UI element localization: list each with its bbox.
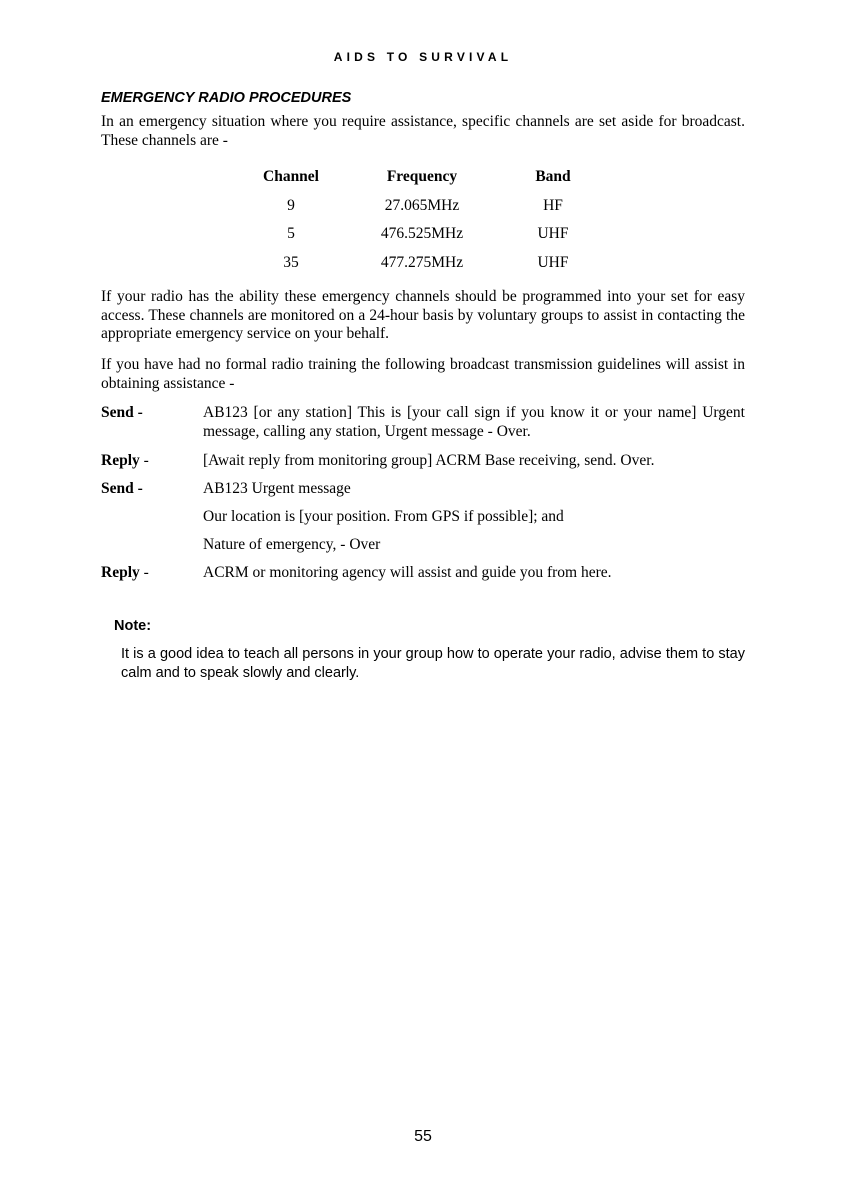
step-label-dash: -: [139, 452, 149, 469]
channel-cell: 5: [287, 225, 295, 243]
note-label: Note:: [114, 618, 152, 634]
table-header-row: [248, 163, 596, 192]
step-text: Our location is [your position. From GPS if possible]; and: [203, 508, 564, 525]
step-label-word: Reply: [101, 452, 140, 469]
step-label: [101, 563, 201, 582]
page-number: 55: [414, 1128, 432, 1145]
step-text: AB123 [or any station] This is [your call sign if you know it or your name] Urgent message, calling any station, Urgent message - Over.: [203, 404, 745, 440]
frequency-cell: 476.525MHz: [380, 225, 464, 243]
step-label-word: Reply: [101, 564, 140, 581]
channel-cell: 9: [287, 196, 295, 214]
step-label-dash: -: [133, 404, 143, 421]
section-title: EMERGENCY RADIO PROCEDURES: [101, 90, 352, 106]
column-header-frequency: Frequency: [386, 168, 458, 186]
column-header-channel: Channel: [263, 168, 319, 186]
step-text: [Await reply from monitoring group] ACRM Base receiving, send. Over.: [203, 452, 655, 469]
step-label: [101, 403, 201, 422]
note-text: It is a good idea to teach all persons in your group how to operate your radio, advise them to stay calm and to speak slowly and clearly.: [121, 646, 745, 681]
step-label: [101, 479, 201, 498]
running-header: AIDS TO SURVIVAL: [333, 50, 513, 64]
programming-paragraph: If your radio has the ability these emergency channels should be programmed into your set for easy access. These channels are monitored on a 24-hour basis by voluntary groups to assist in contacting the appropriate emergency service on your behalf.: [101, 288, 745, 342]
band-cell: UHF: [537, 225, 569, 243]
frequency-cell: 27.065MHz: [384, 196, 460, 214]
emergency-channels-table: [248, 163, 596, 277]
band-cell: HF: [543, 196, 563, 214]
step-label-word: Send: [101, 404, 134, 421]
column-header-band: Band: [535, 168, 571, 186]
step-text: ACRM or monitoring agency will assist and guide you from here.: [203, 564, 612, 581]
intro-paragraph: In an emergency situation where you require assistance, specific channels are set aside for broadcast. These channels are -: [101, 113, 745, 149]
step-text: AB123 Urgent message: [203, 480, 351, 497]
step-label: [101, 451, 201, 470]
training-paragraph: If you have had no formal radio training the following broadcast transmission guidelines will assist in obtaining assistance -: [101, 356, 745, 392]
frequency-cell: 477.275MHz: [380, 253, 464, 271]
table-row: [248, 192, 596, 221]
step-label-dash: -: [133, 480, 143, 497]
step-label-word: Send: [101, 480, 134, 497]
table-row: [248, 220, 596, 249]
step-label-dash: -: [139, 564, 149, 581]
step-text: Nature of emergency, - Over: [203, 536, 381, 553]
channel-cell: 35: [283, 253, 299, 271]
table-row: [248, 249, 596, 278]
band-cell: UHF: [537, 253, 569, 271]
